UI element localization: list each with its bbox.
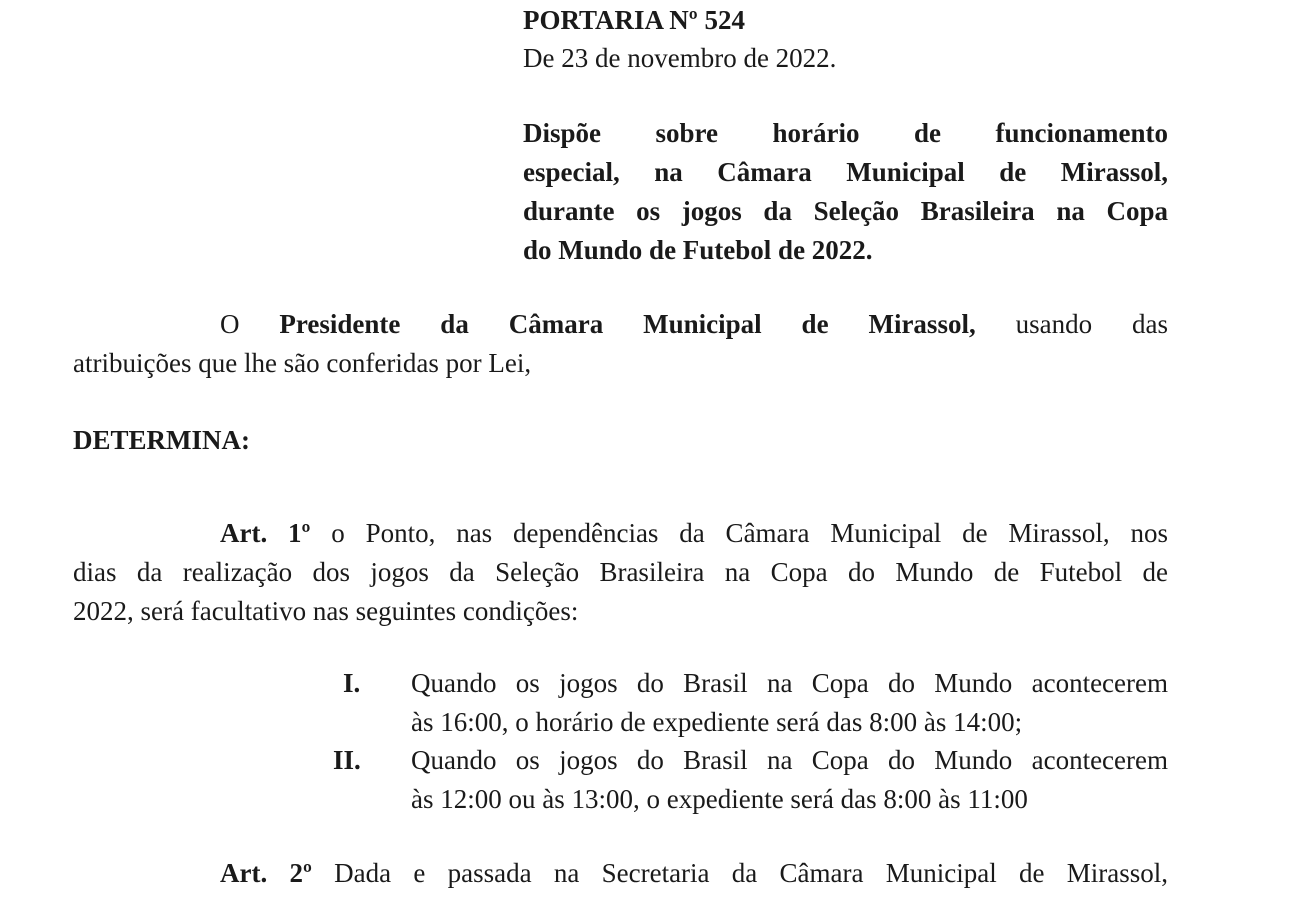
preamble-line: O Presidente da Câmara Municipal de Mirassol, usando das <box>220 309 1169 339</box>
portaria-title: PORTARIA Nº 524 <box>523 5 745 35</box>
item-line: Quando os jogos do Brasil na Copa do Mundo acontecerem <box>411 668 1168 698</box>
portaria-date: De 23 de novembro de 2022. <box>523 43 837 73</box>
preamble-line: atribuições que lhe são conferidas por Lei, <box>73 348 532 378</box>
item-number: II. <box>333 745 361 775</box>
ementa-line: especial, na Câmara Municipal de Mirassol, <box>523 157 1168 187</box>
ementa-line: durante os jogos da Seleção Brasileira na Copa <box>523 196 1168 226</box>
ementa-line: do Mundo de Futebol de 2022. <box>523 235 873 265</box>
article-line: Art. 2º Dada e passada na Secretaria da Câmara Municipal de Mirassol, <box>220 858 1168 888</box>
article-line: Art. 1º o Ponto, nas dependências da Câmara Municipal de Mirassol, nos <box>220 518 1169 548</box>
determina-heading: DETERMINA: <box>73 425 251 455</box>
item-line: às 16:00, o horário de expediente será das 8:00 às 14:00; <box>411 707 1023 737</box>
ementa-line: Dispõe sobre horário de funcionamento <box>523 118 1168 148</box>
item-number: I. <box>343 668 361 698</box>
item-line: às 12:00 ou às 13:00, o expediente será das 8:00 às 11:00 <box>411 784 1028 814</box>
article-line: dias da realização dos jogos da Seleção Brasileira na Copa do Mundo de Futebol de <box>73 557 1168 587</box>
item-line: Quando os jogos do Brasil na Copa do Mundo acontecerem <box>411 745 1168 775</box>
article-line: 2022, será facultativo nas seguintes condições: <box>73 596 579 626</box>
